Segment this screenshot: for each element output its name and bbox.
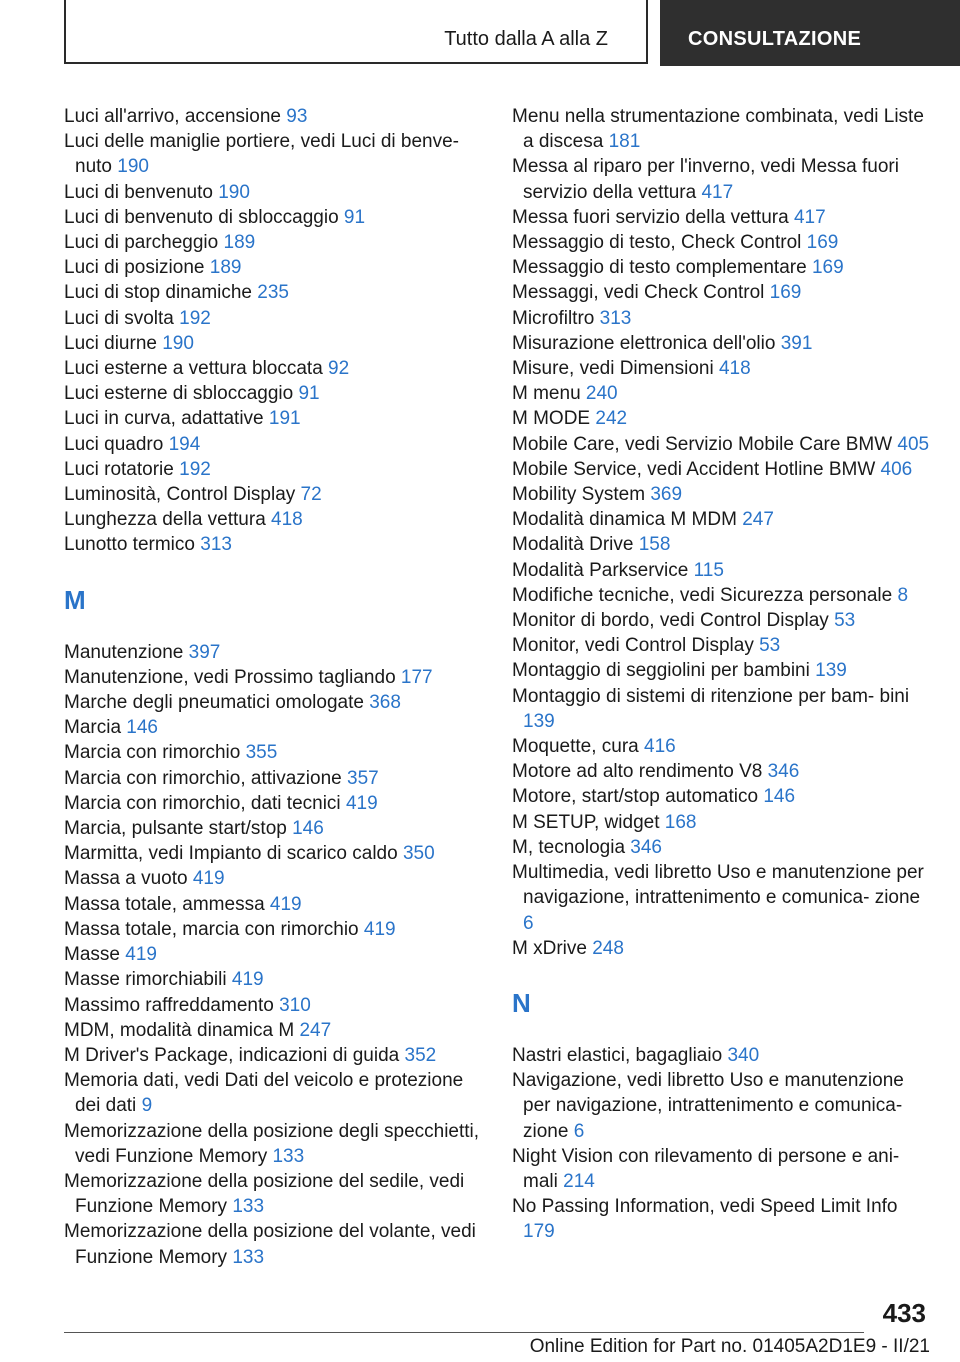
section-title: Tutto dalla A alla Z — [444, 28, 608, 50]
index-entry — [64, 482, 484, 507]
index-entry — [512, 104, 932, 154]
index-entry-text: Microfiltro — [512, 307, 595, 329]
index-entry — [512, 1068, 932, 1144]
index-entry-text: Multimedia, vedi libretto Uso e manutenzione per navigazione, intrattenimento e comunica‐ zione — [512, 862, 924, 909]
index-entry — [512, 507, 932, 532]
index-entry-text: Masse rimorchiabili — [64, 969, 227, 991]
index-entry — [512, 658, 932, 683]
index-entry — [512, 205, 932, 230]
index-entry — [512, 608, 932, 633]
index-page-link[interactable]: 419 — [269, 893, 302, 915]
index-entry-text: Massa totale, ammessa — [64, 893, 265, 915]
index-entry-text: Memorizzazione della posizione del volante, vedi Funzione Memory — [64, 1221, 476, 1268]
index-page-link[interactable]: 418 — [718, 358, 751, 380]
index-entry — [64, 1043, 484, 1068]
index-page-link[interactable]: 357 — [347, 767, 379, 789]
index-entry-text: Modalità Parkservice — [512, 559, 689, 581]
index-page-link[interactable]: 352 — [404, 1044, 437, 1066]
index-page-link[interactable]: 368 — [369, 692, 401, 714]
index-entry — [64, 665, 484, 690]
index-entry-text: Motore, start/stop automatico — [512, 786, 759, 808]
index-entry — [512, 936, 932, 961]
index-entry — [512, 558, 932, 583]
index-page-link[interactable]: 6 — [523, 912, 534, 934]
index-entry — [512, 331, 932, 356]
index-page-link[interactable]: 139 — [815, 660, 847, 682]
page-number: 433 — [882, 1298, 926, 1328]
index-page-link[interactable]: 247 — [299, 1019, 332, 1041]
index-entry-text: Memoria dati, vedi Dati del veicolo e protezione dei dati — [64, 1070, 464, 1117]
index-entry-text: Moquette, cura — [512, 736, 639, 758]
index-entry-text: Monitor, vedi Control Display — [512, 635, 754, 657]
index-page-link[interactable]: 346 — [767, 761, 800, 783]
index-page-link[interactable]: 419 — [345, 792, 378, 814]
index-entry — [64, 381, 484, 406]
index-page-link[interactable]: 9 — [141, 1095, 153, 1117]
index-entry-text: Luci in curva, adattative — [64, 408, 264, 430]
index-entry-text: Marcia con rimorchio, attivazione — [64, 767, 342, 789]
index-entry-text: Messaggio di testo, Check Control — [512, 232, 802, 254]
index-page-link[interactable]: 91 — [343, 206, 366, 228]
index-entry-text: Nastri elastici, bagagliaio — [512, 1044, 723, 1066]
index-entry-text: Luci rotatorie — [64, 458, 174, 480]
index-entry-text: Masse — [64, 944, 120, 966]
index-entry — [64, 791, 484, 816]
index-page-link[interactable]: 179 — [523, 1221, 555, 1243]
index-entry — [64, 432, 484, 457]
index-entry — [512, 306, 932, 331]
index-page-link[interactable]: 91 — [298, 383, 320, 405]
index-entry — [64, 280, 484, 305]
index-entry — [64, 205, 484, 230]
index-entry — [64, 1068, 484, 1118]
index-entry — [64, 816, 484, 841]
index-entry-text: Montaggio di sistemi di ritenzione per bam‐ bini — [512, 685, 910, 707]
index-entry-text: Marmitta, vedi Impianto di scarico caldo — [64, 843, 398, 865]
index-entry-text: Manutenzione, vedi Prossimo tagliando — [64, 666, 396, 688]
index-page-link[interactable]: 391 — [780, 332, 813, 354]
index-entry — [512, 381, 932, 406]
index-entry-text: Misure, vedi Dimensioni — [512, 358, 714, 380]
index-page-link[interactable]: 169 — [769, 282, 802, 304]
index-entry-text: Navigazione, vedi libretto Uso e manutenzione per navigazione, intrattenimento e comunica‐ zione — [512, 1070, 904, 1142]
index-page-link[interactable]: 405 — [897, 433, 930, 455]
index-page-link[interactable]: 194 — [168, 433, 201, 455]
index-page-link[interactable]: 169 — [811, 257, 844, 279]
index-entry — [64, 129, 484, 179]
index-entry — [64, 230, 484, 255]
index-entry-text: M xDrive — [512, 937, 587, 959]
index-entry-text: Luci di svolta — [64, 307, 174, 329]
index-entry-text: Luci all'arrivo, accensione — [64, 106, 281, 127]
index-entry — [512, 482, 932, 507]
index-entry — [64, 766, 484, 791]
index-entry-text: Luci di benvenuto — [64, 181, 213, 203]
index-entry-text: MDM, modalità dinamica M — [64, 1019, 295, 1041]
index-entry — [64, 740, 484, 765]
index-entry — [64, 715, 484, 740]
index-entry — [512, 759, 932, 784]
index-entry — [64, 255, 484, 280]
index-entry-text: Marcia, pulsante start/stop — [64, 818, 287, 840]
index-page-link[interactable]: 158 — [638, 534, 671, 556]
index-page-link[interactable]: 192 — [179, 458, 211, 480]
index-entry-text: M SETUP, widget — [512, 811, 660, 833]
index-entry-text: Motore ad alto rendimento V8 — [512, 761, 763, 783]
index-entry-text: Marche degli pneumatici omologate — [64, 692, 364, 714]
index-entry — [512, 835, 932, 860]
index-column-right — [512, 104, 932, 1245]
index-page-link[interactable]: 177 — [400, 666, 433, 688]
index-page-link[interactable]: 72 — [300, 484, 322, 506]
index-entry — [64, 532, 484, 557]
index-page-link[interactable]: 115 — [693, 559, 724, 581]
index-entry — [512, 255, 932, 280]
page-header — [0, 0, 960, 66]
index-entry-text: Luci di stop dinamiche — [64, 282, 252, 304]
index-page-link[interactable]: 133 — [232, 1246, 265, 1268]
index-page-link[interactable]: 146 — [292, 818, 324, 840]
index-entry — [512, 230, 932, 255]
index-letter-heading: N — [512, 987, 531, 1018]
index-page-link[interactable]: 346 — [630, 836, 662, 858]
index-page-link[interactable]: 350 — [402, 843, 435, 865]
index-entry-text: Night Vision con rilevamento di persone e ani‐ mali — [512, 1145, 900, 1192]
index-entry — [64, 406, 484, 431]
index-page-link[interactable]: 242 — [595, 408, 628, 430]
index-entry — [512, 432, 932, 457]
index-page-link[interactable]: 417 — [793, 206, 826, 228]
index-page-link[interactable]: 419 — [231, 969, 264, 991]
index-entry-text: Marcia con rimorchio, dati tecnici — [64, 792, 341, 814]
index-page-link[interactable]: 235 — [257, 282, 289, 304]
index-entry-text: Marcia con rimorchio — [64, 742, 241, 764]
index-entry — [512, 583, 932, 608]
chapter-tab[interactable] — [660, 0, 960, 66]
index-page-link[interactable]: 419 — [125, 944, 157, 966]
index-letter-heading: M — [64, 584, 86, 615]
index-page-link[interactable]: 419 — [363, 918, 396, 940]
index-page-link[interactable]: 369 — [650, 484, 683, 506]
index-page-link[interactable]: 340 — [727, 1044, 760, 1066]
index-entry-text: Luci di posizione — [64, 257, 205, 279]
index-entry-text: Messaggio di testo complementare — [512, 257, 807, 279]
index-entry — [64, 841, 484, 866]
index-entry-text: Massa totale, marcia con rimorchio — [64, 918, 359, 940]
index-entry — [64, 104, 484, 129]
index-page-link[interactable]: 6 — [573, 1120, 585, 1142]
index-page-link[interactable]: 168 — [664, 811, 697, 833]
index-entry — [512, 154, 932, 204]
chapter-tab-label: CONSULTAZIONE — [688, 28, 862, 50]
index-entry-text: No Passing Information, vedi Speed Limit Info — [512, 1196, 898, 1218]
index-page-link[interactable]: 189 — [209, 257, 242, 279]
index-entry — [512, 633, 932, 658]
index-page-link[interactable]: 406 — [880, 458, 913, 480]
index-entry-text: Memorizzazione della posizione degli specchietti, vedi Funzione Memory — [64, 1120, 480, 1167]
index-entry-text: Luci di parcheggio — [64, 232, 219, 254]
index-entry — [512, 457, 932, 482]
index-page-link[interactable]: 169 — [806, 232, 839, 254]
index-entry-text: Messa fuori servizio della vettura — [512, 206, 789, 228]
index-entry — [64, 1169, 484, 1219]
index-page-link[interactable]: 248 — [592, 937, 624, 959]
index-entry — [64, 993, 484, 1018]
index-entry-text: Lunghezza della vettura — [64, 509, 266, 531]
index-page-link[interactable]: 190 — [117, 156, 149, 178]
index-entry-text: Manutenzione — [64, 641, 184, 663]
index-entry-text: Luci delle maniglie portiere, vedi Luci di benve‐ nuto — [64, 131, 460, 178]
index-entry — [512, 810, 932, 835]
index-entry-text: Modalità Drive — [512, 534, 634, 556]
index-page-link[interactable]: 355 — [245, 742, 278, 764]
index-entry-text: Luci quadro — [64, 433, 164, 455]
index-entry-text: Massa a vuoto — [64, 868, 188, 890]
index-page-link[interactable]: 8 — [897, 584, 909, 606]
index-page-link[interactable]: 247 — [742, 509, 774, 531]
index-page-link[interactable]: 191 — [268, 408, 301, 430]
index-entry-text: Menu nella strumentazione combinata, vedi Liste a discesa — [512, 106, 924, 153]
index-page-link[interactable]: 133 — [232, 1196, 265, 1218]
footer-edition: Online Edition for Part no. 01405A2D1E9 - II/21 — [529, 1336, 930, 1357]
index-entry — [64, 967, 484, 992]
index-entry — [512, 406, 932, 431]
index-entry — [512, 280, 932, 305]
index-entry — [512, 784, 932, 809]
index-entry-text: Montaggio di seggiolini per bambini — [512, 660, 810, 682]
index-entry-text: Lunotto termico — [64, 534, 195, 556]
index-entry — [64, 690, 484, 715]
index-entry — [64, 866, 484, 891]
index-entry-text: Modalità dinamica M MDM — [512, 509, 737, 531]
index-entry — [64, 331, 484, 356]
index-page-link[interactable]: 139 — [523, 710, 555, 732]
index-entry — [64, 640, 484, 665]
index-entry — [64, 180, 484, 205]
index-entry — [512, 1144, 932, 1194]
index-entry — [64, 917, 484, 942]
index-entry-text: Luci esterne di sbloccaggio — [64, 383, 294, 405]
index-entry-text: Massimo raffreddamento — [64, 994, 274, 1016]
index-page-link[interactable]: 418 — [271, 509, 303, 531]
index-page-link[interactable]: 146 — [763, 786, 796, 808]
index-entry — [512, 532, 932, 557]
index-page-link[interactable]: 192 — [179, 307, 211, 329]
index-entry-text: Mobile Service, vedi Accident Hotline BMW — [512, 458, 876, 480]
index-entry-text: Luci di benvenuto di sbloccaggio — [64, 206, 339, 228]
index-page-link[interactable]: 181 — [608, 131, 641, 153]
index-page-link[interactable]: 53 — [759, 635, 781, 657]
index-entry-text: Mobile Care, vedi Servizio Mobile Care BMW — [512, 433, 893, 455]
index-page-link[interactable]: 313 — [599, 307, 632, 329]
index-entry-text: Messa al riparo per l'inverno, vedi Messa fuori servizio della vettura — [512, 156, 899, 203]
index-entry-text: Modifiche tecniche, vedi Sicurezza personale — [512, 584, 893, 606]
index-entry — [512, 860, 932, 936]
index-page-link[interactable]: 214 — [563, 1170, 595, 1192]
footer-divider — [64, 1332, 864, 1333]
index-entry-text: M MODE — [512, 408, 591, 430]
index-page-link[interactable]: 92 — [328, 358, 350, 380]
index-entry — [512, 684, 932, 734]
index-column-left — [64, 104, 484, 1270]
index-page-link[interactable]: 310 — [279, 994, 311, 1016]
index-page-link[interactable]: 93 — [286, 106, 308, 127]
index-entry-text: Luci esterne a vettura bloccata — [64, 358, 323, 380]
index-page-link[interactable]: 53 — [834, 610, 856, 632]
index-page-link[interactable]: 313 — [200, 534, 232, 556]
index-entry — [512, 1194, 932, 1244]
index-entry-text: Messaggi, vedi Check Control — [512, 282, 765, 304]
index-entry-text: Monitor di bordo, vedi Control Display — [512, 610, 829, 632]
index-page-link[interactable]: 190 — [162, 332, 194, 354]
index-entry — [64, 1219, 484, 1269]
index-page-link[interactable]: 416 — [644, 736, 676, 758]
index-entry — [512, 1043, 932, 1068]
index-entry — [64, 507, 484, 532]
index-page-link[interactable]: 240 — [585, 383, 618, 405]
index-entry-text: M menu — [512, 383, 581, 405]
index-entry — [64, 306, 484, 331]
index-entry-text: Luminosità, Control Display — [64, 484, 296, 506]
index-page-link[interactable]: 190 — [218, 181, 250, 203]
index-page-link[interactable]: 419 — [192, 868, 225, 890]
index-entry-text: Luci diurne — [64, 332, 157, 354]
index-entry-text: Mobility System — [512, 484, 646, 506]
index-page-link[interactable]: 397 — [188, 641, 221, 663]
index-entry-text: Memorizzazione della posizione del sedile, vedi Funzione Memory — [64, 1170, 465, 1218]
index-entry-text: M, tecnologia — [512, 836, 626, 858]
index-page-link[interactable]: 146 — [126, 717, 158, 739]
index-entry-text: Misurazione elettronica dell'olio — [512, 332, 776, 354]
index-page-link[interactable]: 133 — [272, 1145, 305, 1167]
index-entry — [64, 892, 484, 917]
index-entry — [512, 356, 932, 381]
index-entry — [64, 942, 484, 967]
index-entry — [64, 1119, 484, 1169]
index-entry-text: M Driver's Package, indicazioni di guida — [64, 1044, 400, 1066]
index-entry — [64, 356, 484, 381]
index-page-link[interactable]: 189 — [223, 232, 256, 254]
index-entry — [512, 734, 932, 759]
index-page-link[interactable]: 417 — [701, 181, 734, 203]
index-entry — [64, 1018, 484, 1043]
index-entry-text: Marcia — [64, 717, 122, 739]
index-entry — [64, 457, 484, 482]
